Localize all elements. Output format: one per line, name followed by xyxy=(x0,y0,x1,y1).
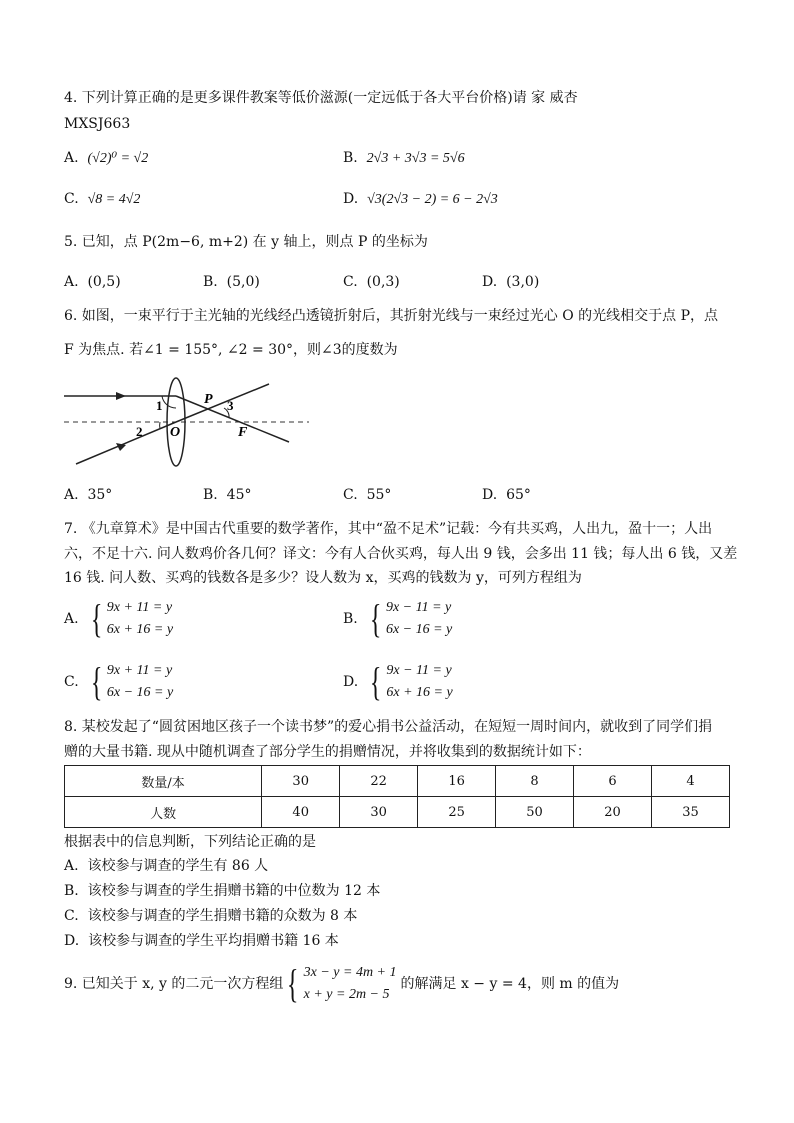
center-ray-out xyxy=(176,384,269,422)
q8-stem-line1: 8. 某校发起了“圆贫困地区孩子一个读书梦”的爱心捐书公益活动，在短短一周时间内，就收到了同学们捐 xyxy=(64,719,713,735)
table-cell: 30 xyxy=(340,797,418,828)
table-cell: 50 xyxy=(496,797,574,828)
q8-after-table: 根据表中的信息判断，下列结论正确的是 xyxy=(64,834,316,850)
center-ray-in xyxy=(76,422,176,464)
table-cell: 25 xyxy=(418,797,496,828)
q8-option-d: D. 该校参与调查的学生平均捐赠书籍 16 本 xyxy=(64,933,339,949)
q7-stem-line2: 六，不足十六. 问人数鸡价各几何？译文：今有人合伙买鸡，每人出 9 钱，会多出 11 钱；每人出 6 钱，又差 xyxy=(64,546,738,562)
q6-option-a: A. 35° xyxy=(64,487,113,503)
table-cell: 人数 xyxy=(65,797,262,828)
q9-stem: 9. 已知关于 x, y 的二元一次方程组 { 3x − y = 4m + 1 x + y = 2m − 5 的解满足 x − y = 4，则 m 的值为 xyxy=(64,961,620,1006)
q4-option-d: D. √3(2√3 − 2) = 6 − 2√3 xyxy=(343,191,498,207)
table-cell: 30 xyxy=(262,766,340,797)
table-cell: 4 xyxy=(651,766,729,797)
q6-option-b: B. 45° xyxy=(203,487,252,503)
q7-stem-line3: 16 钱. 问人数、买鸡的钱数各是多少？设人数为 x，买鸡的钱数为 y，可列方程组为 xyxy=(64,570,582,586)
lens-diagram xyxy=(64,372,314,472)
q7-option-a: A. { 9x + 11 = y 6x + 16 = y xyxy=(64,596,174,641)
q7-stem-line1: 7. 《九章算术》是中国古代重要的数学著作，其中“盈不足术”记载：今有共买鸡，人出九，盈十一；人出 xyxy=(64,521,713,537)
donation-table xyxy=(64,765,730,828)
q8-option-a: A. 该校参与调查的学生有 86 人 xyxy=(64,858,269,874)
q6-stem-line1: 6. 如图，一束平行于主光轴的光线经凸透镜折射后，其折射光线与一束经过光心 O 的光线相交于点 P，点 xyxy=(64,308,719,324)
table-row xyxy=(65,766,730,797)
angle1-label: 1 xyxy=(156,398,163,413)
table-cell: 20 xyxy=(574,797,652,828)
q8-stem-line2: 赠的大量书籍. 现从中随机调查了部分学生的捐赠情况，并将收集到的数据统计如下： xyxy=(64,744,591,760)
q8-option-c: C. 该校参与调查的学生捐赠书籍的众数为 8 本 xyxy=(64,908,358,924)
point-f-label: F xyxy=(238,425,248,440)
q7-option-b: B. { 9x − 11 = y 6x − 16 = y xyxy=(343,596,453,641)
q8-option-b: B. 该校参与调查的学生捐赠书籍的中位数为 12 本 xyxy=(64,883,381,899)
table-cell: 22 xyxy=(340,766,418,797)
q4-option-c: C. √8 = 4√2 xyxy=(64,191,141,207)
point-o-label: O xyxy=(170,425,181,440)
q4-stem-line2: MXSJ663 xyxy=(64,116,131,132)
q4-option-b: B. 2√3 + 3√3 = 5√6 xyxy=(343,150,465,166)
arrow-icon xyxy=(116,392,126,400)
angle2-label: 2 xyxy=(136,424,143,439)
q7-option-d: D. { 9x − 11 = y 6x + 16 = y xyxy=(343,659,453,704)
q4-stem-line1: 4. 下列计算正确的是更多课件教案等低价滋源(一定远低于各大平台价格)请 家 威杏 xyxy=(64,90,578,106)
q5-option-b: B. (5,0) xyxy=(203,274,260,290)
table-cell: 8 xyxy=(496,766,574,797)
table-cell: 16 xyxy=(418,766,496,797)
table-cell: 数量/本 xyxy=(65,766,262,797)
table-cell: 40 xyxy=(262,797,340,828)
q6-stem-line2: F 为焦点. 若∠1 = 155°, ∠2 = 30°，则∠3的度数为 xyxy=(64,342,398,358)
q6-option-d: D. 65° xyxy=(482,487,531,503)
q5-option-a: A. (0,5) xyxy=(64,274,121,290)
table-cell: 6 xyxy=(574,766,652,797)
q5-option-c: C. (0,3) xyxy=(343,274,400,290)
q5-option-d: D. (3,0) xyxy=(482,274,540,290)
q4-option-a: A. (√2)⁰ = √2 xyxy=(64,150,149,166)
table-cell: 35 xyxy=(651,797,729,828)
table-row xyxy=(65,797,730,828)
angle3-label: 3 xyxy=(227,398,234,413)
point-p-label: P xyxy=(204,392,213,407)
q6-option-c: C. 55° xyxy=(343,487,392,503)
q5-stem: 5. 已知，点 P(2m−6, m+2) 在 y 轴上，则点 P 的坐标为 xyxy=(64,234,428,250)
q7-option-c: C. { 9x + 11 = y 6x − 16 = y xyxy=(64,659,174,704)
